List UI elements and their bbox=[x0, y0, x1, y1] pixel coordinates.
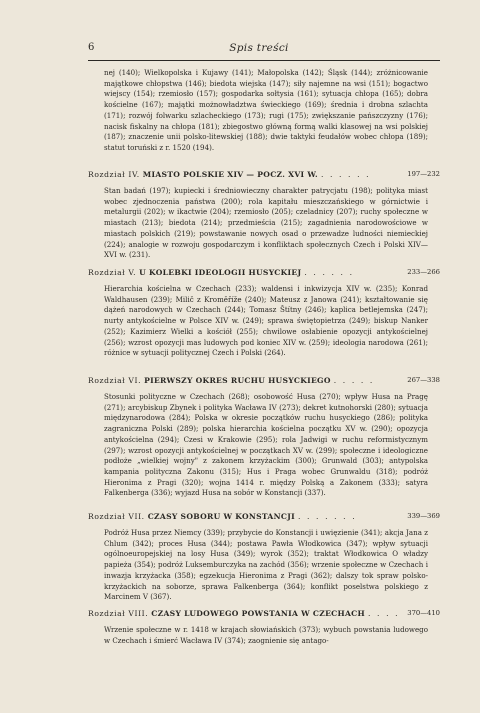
chapter-heading bbox=[88, 268, 440, 279]
chapter-summary: Hierarchia kościelna w Czechach (233); waldensi i inkwizycja XIV w. (235); Konrad Waldhausen (239); Milič z Kroměříže (240); Mateusz z Janowa (241); kształtowanie się dążeń narodowych w Czechach (244); Tomasz Štítny (246); kaplica betlejemska (247); nurty antykościelne w Polsce XIV w. (249); sprawa świętopietrza (249); biskup Nanker (252); Kazimierz Wielki a kościół (255); chwilowe osłabienie opozycji antykościelnej (256); wzrost opozycji mas ludowych pod koniec XIV w. (259); ideologia narodowa (261); różnice w sytuacji politycznej Czech i Polski (264). bbox=[104, 284, 428, 358]
chapter-heading bbox=[88, 170, 440, 181]
chapter-pages: 267—338 bbox=[407, 376, 440, 384]
chapter-heading bbox=[88, 376, 440, 387]
chapter-label: Rozdział VI. PIERWSZY OKRES RUCHU HUSYCKIEGO . . . . . bbox=[88, 376, 373, 385]
chapter-pages: 370—410 bbox=[407, 609, 440, 617]
chapter-summary: Stosunki polityczne w Czechach (268); osobowość Husa (270); wpływ Husa na Pragę (271); arcybiskup Zbynek i polityka Wacława IV (273); dekret kutnohorski (280); sytuacja międzynarodowa (284); Polska w okresie początków ruchu husyckiego (286); polityka zagraniczna Polski (289); polska hierarchia kościelna początku XV w. (290); opozycja antykościelna (294); Czesi w Krakowie (295); rola Jadwigi w ruchu reformistycznym (297); wzrost opozycji antykościelnej w początkach XV w. (299); społeczne i ideologiczne podłoże „wielkiej wojny" z zakonem krzyżackim (300); Grunwald (303); antypolska kampania polityczna Zakonu (315); Hus i Praga wobec Grunwaldu (318); podróż Hieronima z Pragi (320); wojna 1414 r. między Polską a Zakonem (333); satyra Falkenberga (336); wyjazd Husa na sobór w Konstancji (337). bbox=[104, 392, 428, 498]
chapter-summary: Wrzenie społeczne w r. 1418 w krajach słowiańskich (373); wybuch powstania ludowego w Czechach i śmierć Wacława IV (374); zaognienie się antago- bbox=[104, 625, 428, 645]
running-head: Spis treści bbox=[229, 42, 289, 54]
chapter-label: Rozdział IV. MIASTO POLSKIE XIV — POCZ. XVI W. . . . . . . bbox=[88, 170, 370, 179]
chapter-heading bbox=[88, 609, 440, 620]
chapter-pages: 233—266 bbox=[407, 268, 440, 276]
page-number: 6 bbox=[88, 42, 95, 53]
intro-paragraph: nej (140); Wielkopolska i Kujawy (141); Małopolska (142); Śląsk (144); zróżnicowanie majątkowe chłopstwa (146); biedota wiejska (147); siły najemne na wsi (151); bogactwo wiejscy (154); rzemiosło (157); gospodarka sołtysia (161); sytuacja chłopa (165); dobra kościelne (167); majątki możnowładztwa świeckiego (169); średnia i drobna szlachta (171); rozwój folwarku szlacheckiego (173); rugi (175); zwiększanie pańszczyzny (176); nacisk fiskalny na chłopa (181); zbiegostwo główną formą walki klasowej na wsi polskiej (187); znaczenie unii polsko-litewskiej (188); dwie taktyki feudałów wobec chłopa (189); statut toruński z r. 1520 (194). bbox=[104, 68, 428, 152]
chapter-summary: Podróż Husa przez Niemcy (339); przybycie do Konstancji i uwięzienie (341); akcja Jana z Chlum (342); proces Husa (344); postawa Pawła Włodkowica (347); wpływ sytuacji ogólnoeuropejskiej na losy Husa (349); wyrok (352); traktat Włodkowica O władzy papieża (354); podróż Luksemburczyka na zachód (356); wrzenie społeczne w Czechach i inwazja krzyżacka (358); egzekucja Hieronima z Pragi (362); dalszy tok spraw polsko-krzyżackich na soborze, sprawa Falkenberga (364); konflikt poselstwa polskiego z Marcinem V (367). bbox=[104, 528, 428, 602]
chapter-label: Rozdział V. U KOLEBKI IDEOLOGII HUSYCKIEJ . . . . . . bbox=[88, 268, 353, 277]
chapter-summary: Stan badań (197); kupiecki i średniowieczny charakter patrycjatu (198); polityka miast wobec zjednoczenia państwa (200); rola kapitału mieszczańskiego w górnictwie i metalurgii (202); w ikactwie (204); rzemiosło (205); czeladnicy (207); ruchy społeczne w miastach (213); biedota (214); przedmieścia (215); zagadnienia narodowościowe w miastach polskich (219); powstawanie nowych osad o przewadze ludności niemieckiej (224); analogie w rozwoju gospodarczym i konfliktach społecznych Czech i Polski XIV—XVI w. (231). bbox=[104, 186, 428, 260]
header-rule bbox=[88, 60, 440, 61]
chapter-pages: 197—232 bbox=[407, 170, 440, 178]
chapter-label: Rozdział VII. CZASY SOBORU W KONSTANCJI . . . . . . . bbox=[88, 512, 356, 521]
chapter-pages: 339—369 bbox=[407, 512, 440, 520]
page-header bbox=[88, 42, 430, 56]
chapter-label: Rozdział VIII. CZASY LUDOWEGO POWSTANIA W CZECHACH . . . . bbox=[88, 609, 399, 618]
chapter-heading bbox=[88, 512, 440, 523]
